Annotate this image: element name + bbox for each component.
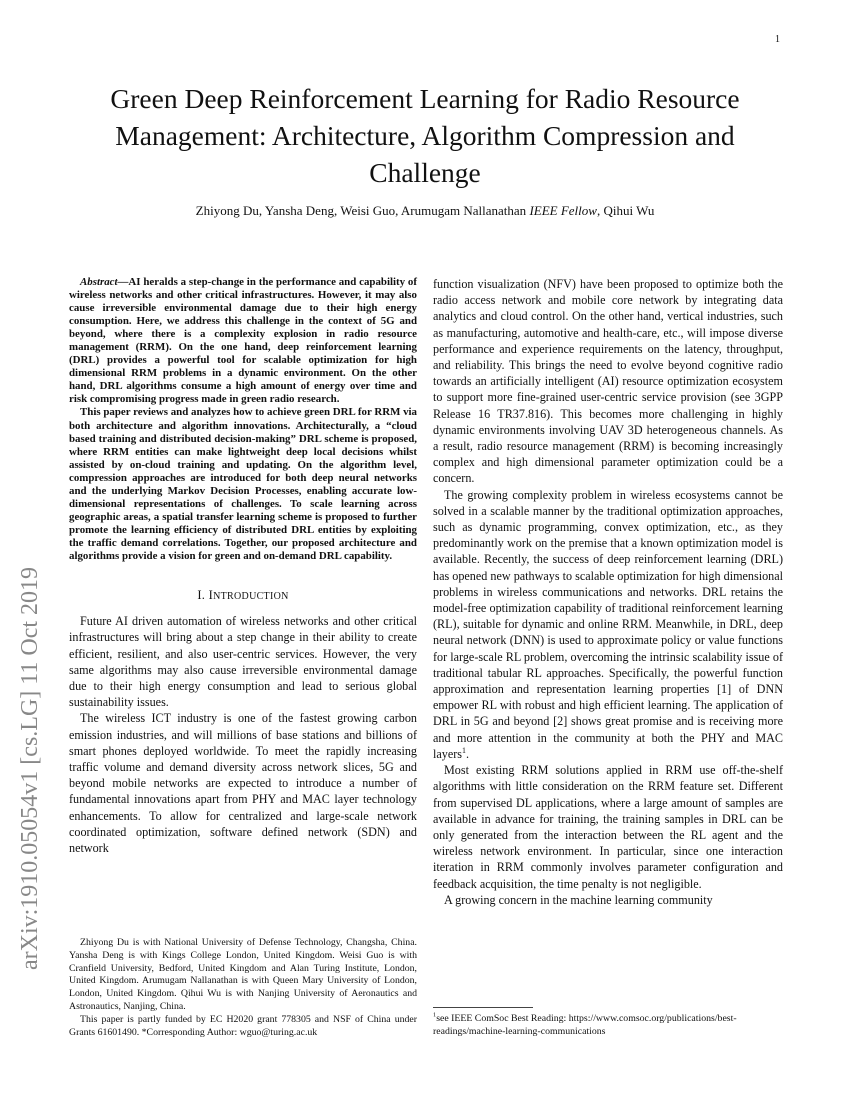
right-column bbox=[433, 276, 783, 908]
author-list bbox=[60, 203, 790, 219]
intro-para-1: Future AI driven automation of wireless networks and other critical infrastructures will bring about a step change in their ability to create efficient, resilient, and also user-centric services. However, the very same algorithms may also cause irreversible environmental damage due to their high energy consumption and lead to serious global sustainability issues. bbox=[69, 614, 417, 710]
abstract-label: Abstract bbox=[80, 276, 118, 288]
right-para-2-text: The growing complexity problem in wireless ecosystems cannot be solved in a scalable manner by the traditional optimization approaches, such as dynamic programming, convex optimization, etc., as they predominantly work on the premise that a known optimization model is available. Recently, the success of deep reinforcement learning (DRL) has opened new pathways to scalable optimization for high dimensional problems in wireless communications and networks. DRL retains the model-free optimization capability of traditional reinforcement learning (RL), suitable for dynamic and online RRM. Meanwhile, in DRL, deep neural network (DNN) is used to approximate policy or value functions for large-scale RL problem, overcoming the intrinsic scalability issue of traditional tabular RL approaches. Specifically, the powerful function approximation and representation learning properties [1] of DNN empower RL with robust and high efficient learning. The application of DRL in 5G and beyond [2] shows great promise and is receiving more and more attention in the community at both the PHY and MAC layers bbox=[433, 487, 783, 761]
left-column bbox=[69, 276, 417, 856]
author-last: , Qihui Wu bbox=[596, 203, 655, 218]
abstract-para-1: Abstract—AI heralds a step-change in the performance and capability of wireless networks and other critical infrastructures. However, it may also cause irreversible environmental damage due to their high energy consumption. Here, we address this challenge in the context of 5G and beyond, where there is a complexity explosion in radio resource management (RRM). On the one hand, deep reinforcement learning (DRL) provides a powerful tool for scalable optimization for high dimensional RRM problems in a dynamic environment. On the other hand, DRL algorithms consume a high amount of energy over time and risk compromising progress made in green radio research. bbox=[69, 276, 417, 406]
funding-note: This paper is partly funded by EC H2020 grant 778305 and NSF of China under Grants 61601490. *Corresponding Author: wguo@turing.ac.uk bbox=[69, 1013, 417, 1038]
footnote-rule bbox=[433, 1007, 533, 1008]
footnote-ref-1[interactable]: 1 bbox=[462, 745, 466, 755]
arxiv-stamp: arXiv:1910.05054v1 [cs.LG] 11 Oct 2019 bbox=[17, 566, 43, 970]
abstract-para-2: This paper reviews and analyzes how to achieve green DRL for RRM via both architecture and algorithm innovations. Architecturally, a “cloud based training and distributed decision-making” DRL scheme is proposed, where RRM entities can make lightweight deep local decisions whilst assisted by on-cloud training and updating. On the algorithm level, compression approaches are introduced for both deep neural networks and the underlying Markov Decision Processes, enabling accurate low-dimensional representations of challenges. To scale learning across geographic areas, a spatial transfer learning scheme is proposed to further promote the learning efficiency of distributed DRL entities by exploiting the traffic demand correlations. Together, our proposed architecture and algorithms provide a vision for green and on-demand DRL capability. bbox=[69, 406, 417, 562]
paper-title: Green Deep Reinforcement Learning for Radio Resource Management: Architecture, Algorithm Compression and Challenge bbox=[110, 83, 740, 188]
author-names: Zhiyong Du, Yansha Deng, Weisi Guo, Arumugam Nallanathan bbox=[195, 203, 527, 218]
footnote-1 bbox=[433, 1013, 788, 1039]
right-para-2: The growing complexity problem in wireless ecosystems cannot be solved in a scalable manner by the traditional optimization approaches, such as dynamic programming, convex optimization, etc., as they predominantly work on the premise that a known optimization model is available. Recently, the success of deep reinforcement learning (DRL) has opened new pathways to scalable optimization for high dimensional problems in wireless communications and networks. DRL retains the model-free optimization capability of traditional reinforcement learning (RL), suitable for dynamic and online RRM. Meanwhile, in DRL, deep neural network (DNN) is used to approximate policy or value functions for large-scale RL problem, overcoming the intrinsic scalability issue of traditional tabular RL approaches. Specifically, the powerful function approximation and representation learning properties [1] of DNN empower RL with robust and high efficient learning. The application of DRL in 5G and beyond [2] shows great promise and is receiving more and more attention in the community at both the PHY and MAC layers$^1$. bbox=[433, 487, 783, 761]
footnote-1-mark: 1 bbox=[433, 1011, 437, 1019]
page-number: 1 bbox=[775, 34, 780, 45]
section-title-rest: NTRODUCTION bbox=[213, 591, 289, 603]
fellow-note: IEEE Fellow bbox=[529, 203, 597, 218]
section-number: I. bbox=[197, 588, 206, 603]
intro-para-2: The wireless ICT industry is one of the fastest growing carbon emission industries, and will millions of base stations and billions of smart phones deployed worldwide. To meet the rapidly increasing traffic volume and demand diversity across network slices, 5G and beyond mobile networks are expected to introduce a number of fundamental innovations apart from PHY and MAC layer technology enhancements. To allow for centralized and large-scale network coordinated optimization, software defined network (SDN) and network bbox=[69, 711, 417, 856]
footnote-1-text[interactable]: see IEEE ComSoc Best Reading: https://www.comsoc.org/publications/best-readings/machine-learning-communications bbox=[433, 1013, 737, 1037]
right-para-4: A growing concern in the machine learning community bbox=[444, 892, 713, 907]
affiliation-note: Zhiyong Du is with National University of Defense Technology, Changsha, China. Yansha Deng is with Kings College London, United Kingdom. Weisi Guo is with Cranfield University, Bedford, United Kingdom and Alan Turing Institute, London, United Kingdom. Arumugam Nallanathan is with Queen Mary University of London, London, United Kingdom. Qihui Wu is with Nanjing University of Aeronautics and Astronautics, Nanjing, China. bbox=[69, 937, 417, 1012]
section-first-letter: I bbox=[208, 588, 214, 603]
affiliation-footnotes bbox=[69, 937, 417, 1039]
right-para-1: function visualization (NFV) have been proposed to optimize both the radio access network and mobile core network by integrating data analytics and cloud control. On the other hand, vertical industries, such as manufacturing, automotive and health-care, etc., will impose diverse performance and experience requirements on the latency, throughput, and reliability. This brings the need to evolve beyond cognitive radio towards an artificially intelligent (AI) resource optimization ecosystem to support more fine-grained user-centric service provision (see 3GPP Release 16 TR37.816). This becomes more challenging in highly dynamic environments involving UAV 3D heterogeneous channels. As a result, radio resource management (RRM) is becoming increasingly complex and high dimensional parameter optimization could be a concern. bbox=[433, 277, 783, 486]
abstract-text-1: AI heralds a step-change in the performance and capability of wireless networks and other critical infrastructures. However, it may also cause irreversible environmental damage due to their high energy consumption. Here, we address this challenge in the context of 5G and beyond, where there is a complexity explosion in radio resource management (RRM). On the one hand, deep reinforcement learning (DRL) provides a powerful tool for scalable optimization for high dimensional RRM problems in a dynamic environment. On the other hand, DRL algorithms consume a high amount of energy over time and risk compromising progress made in green radio research. bbox=[69, 276, 417, 406]
right-para-3: Most existing RRM solutions applied in RRM use off-the-shelf algorithms with little consideration on the RRM feature set. Different from supervised DL applications, where a large amount of samples are available in advance for training, the training samples in DRL can be only generated from the interaction between the RL agent and the wireless network environment. In particular, since one interaction iteration in RRM commonly involves parameter configuration and feedback acquisition, the time penalty is not negligible. bbox=[433, 763, 783, 891]
section-heading bbox=[69, 587, 417, 605]
